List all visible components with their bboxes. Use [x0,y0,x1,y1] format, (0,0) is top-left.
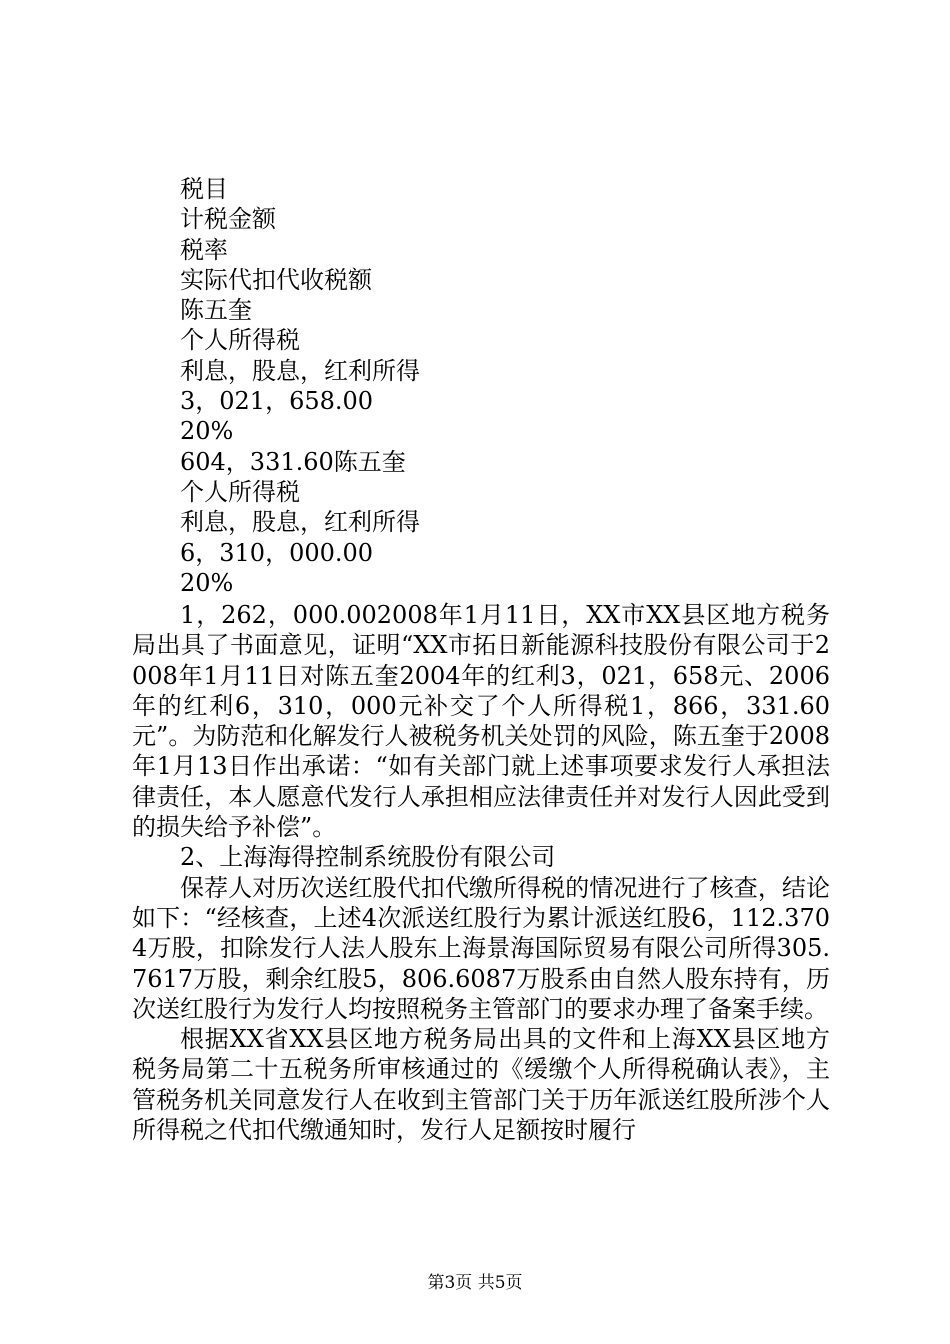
paragraph-tax-opinion: 1，262，000.002008年1月11日，XX市XX县区地方税务局出具了书面意见，证明“XX市拓日新能源科技股份有限公司于2008年1月11日对陈五奎2004年的红利3，021，658元、2006年的红利6，310，000元补交了个人所得税1，866，331.60元”。为防范和化解发行人被税务机关处罚的风险，陈五奎于2008年1月13日作出承诺：“如有关部门就上述事项要求发行人承担法律责任，本人愿意代发行人承担相应法律责任并对发行人因此受到的损失给予补偿”。 [132,601,830,842]
table-line: 个人所得税 [180,477,300,506]
table-line: 税目 [180,175,228,203]
table-line: 计税金额 [180,205,276,234]
paragraph-company-heading: 2、上海海得控制系统股份有限公司 [180,843,556,872]
body-text [132,600,830,1145]
table-line: 604，331.60陈五奎 [180,447,406,476]
table-line: 税率 [180,235,228,264]
table-line: 20% [180,568,234,597]
table-line: 个人所得税 [180,326,300,355]
table-line: 20% [180,417,234,446]
page-footer: 第3页 共5页 [427,1273,523,1293]
tax-table-lines [180,174,830,598]
table-line: 利息，股息，红利所得 [180,356,420,385]
table-line: 6，310，000.00 [180,538,374,567]
table-line: 利息，股息，红利所得 [180,508,420,537]
paragraph-sponsor-review: 保荐人对历次送红股代扣代缴所得税的情况进行了核查，结论如下：“经核查，上述4次派送红股行为累计派送红股6，112.3704万股，扣除发行人法人股东上海景海国际贸易有限公司所得305.7617万股，剩余红股5，806.6087万股系由自然人股东持有，历次送红股行为发行人均按照税务主管部门的要求办理了备案手续。 [132,873,830,1023]
table-line: 3，021，658.00 [180,387,374,416]
paragraph-tax-deferral: 根据XX省XX县区地方税务局出具的文件和上海XX县区地方税务局第二十五税务所审核通过的《缓缴个人所得税确认表》，主管税务机关同意发行人在收到主管部门关于历年派送红股所涉个人所得税之代扣代缴通知时，发行人足额按时履行 [132,1025,830,1145]
table-line: 实际代扣代收税额 [180,265,372,294]
table-line: 陈五奎 [180,296,252,325]
